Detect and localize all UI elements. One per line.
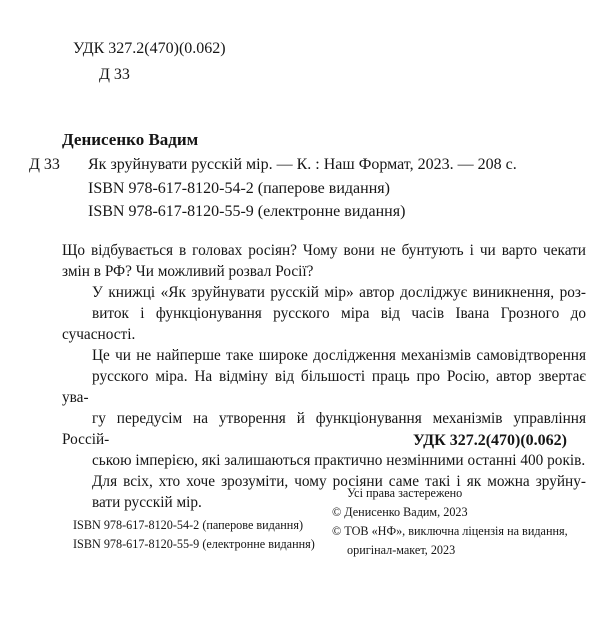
author-sign-top: Д 33 [99,66,130,83]
author-sign: Д 33 [29,156,60,173]
annotation-line: гу передусім на утворення й функціонування механізмів управління Россій- [62,410,586,448]
udk-code-top: УДК 327.2(470)(0.062) [73,40,226,57]
copyright-block [332,484,568,560]
udk-code-bottom: УДК 327.2(470)(0.062) [412,432,567,449]
annotation-line: ською імперією, які залишаються практично незмінними останні 400 років. [92,452,586,469]
rights-line: оригінал-макет, 2023 [347,543,456,557]
annotation-line: Для всіх, хто хоче зрозуміти, чому росіяни саме такі і як можна зруйну- [92,473,586,490]
annotation-line: виток і функціонування русского міра від часів Івана Грозного до сучасності. [62,305,586,343]
isbn-electronic: ISBN 978-617-8120-55-9 (електронне видання) [88,203,406,220]
author-name: Денисенко Вадим [62,130,199,149]
rights-line: © Денисенко Вадим, 2023 [332,505,468,519]
isbn-block-bottom [73,516,315,554]
isbn-paper: ISBN 978-617-8120-54-2 (паперове видання) [88,180,390,197]
isbn-electronic-bottom: ISBN 978-617-8120-55-9 (електронне видання) [73,537,315,551]
annotation-line: Це чи не найперше таке широке дослідження механізмів самовідтворення [92,347,586,364]
annotation-line: вати русскій мір. [92,494,202,511]
annotation-line: змін в РФ? Чи можливий розвал Росії? [62,263,314,280]
annotation-line: русского міра. На відміну від більшості праць про Росію, автор звертає ува- [62,368,586,406]
rights-line: © ТОВ «НФ», виключна ліцензія на видання, [332,524,568,538]
isbn-paper-bottom: ISBN 978-617-8120-54-2 (паперове видання) [73,518,303,532]
bibliographic-title: Як зруйнувати русскій мір. — К. : Наш Формат, 2023. — 208 с. [88,156,517,173]
annotation [62,240,586,513]
annotation-line: Що відбувається в головах росіян? Чому вони не бунтують і чи варто чекати [62,242,586,259]
rights-line: Усі права застережено [347,486,463,500]
annotation-line: У книжці «Як зруйнувати русскій мір» автор досліджує виникнення, роз- [92,284,586,301]
annotation-paragraph-1 [62,240,586,282]
